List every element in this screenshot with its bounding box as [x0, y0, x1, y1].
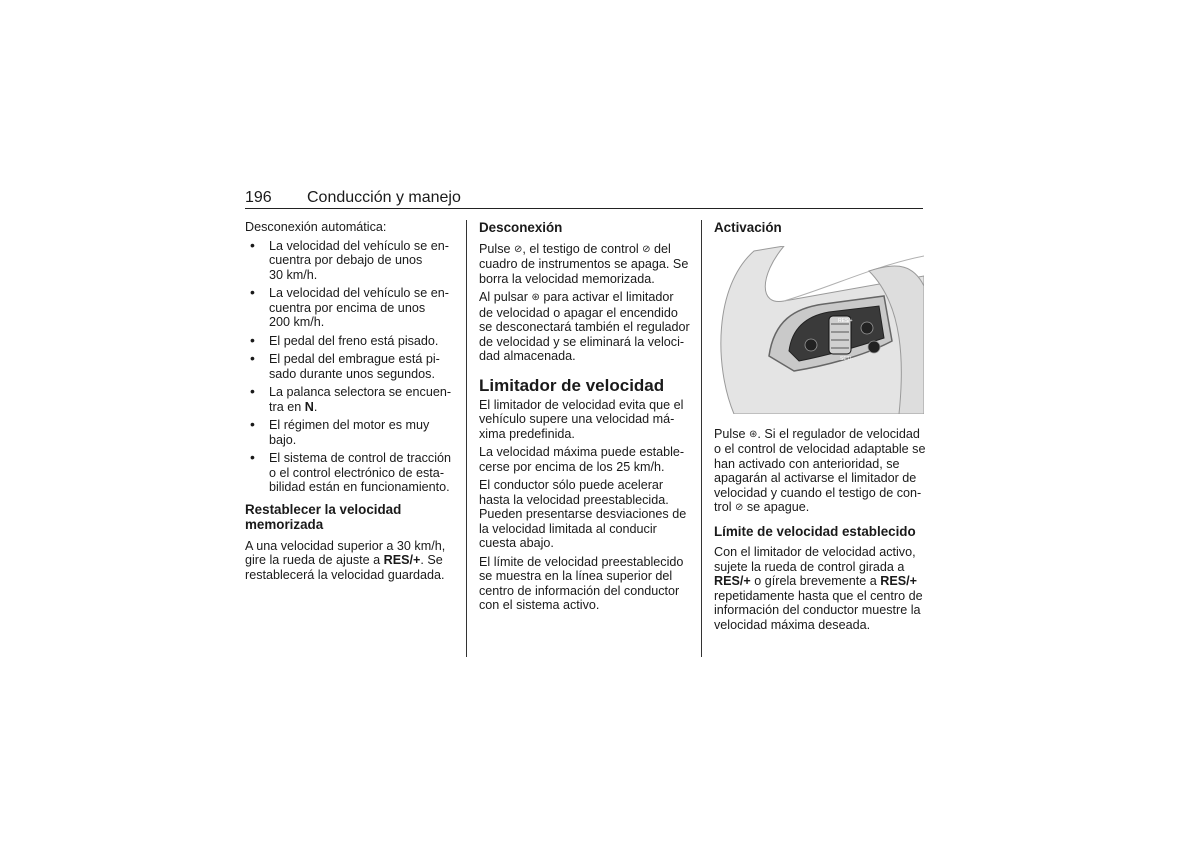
- column-divider-2: [701, 220, 702, 657]
- reset-speed-paragraph: A una velocidad superior a 30 km/h, gire la rueda de ajuste a RES/+. Se restablecerá la velocidad guardada.: [245, 538, 446, 582]
- bullet-icon: •: [250, 383, 255, 399]
- bullet-icon: •: [250, 350, 255, 366]
- page-header: [245, 188, 923, 209]
- set-speed-limit-paragraph: Con el limitador de velocidad activo, sujete la rueda de control girada a RES/+ o gírela brevemente a RES/+ repetidamente hasta que el centro de información del conductor muestre la velocidad máxima deseada.: [714, 545, 923, 632]
- limiter-paragraph-2: La velocidad máxima puede estable- cerse por encima de los 25 km/h.: [479, 445, 685, 474]
- bullet-icon: •: [250, 236, 255, 253]
- bullet-icon: •: [250, 284, 255, 300]
- deactivation-paragraph-1: Pulse ⊘, el testigo de control ⊘ del cuadro de instrumentos se apaga. Se borra la velocidad memorizada.: [479, 241, 689, 286]
- auto-off-list: [245, 236, 455, 495]
- column-2: [479, 220, 691, 617]
- list-item: • El sistema de control de tracción o el control electrónico de esta- bilidad están en funcionamiento.: [250, 449, 451, 494]
- bullet-icon: •: [250, 331, 255, 348]
- list-item: • La velocidad del vehículo se en- cuentra por debajo de unos 30 km/h.: [250, 236, 449, 282]
- speed-limiter-off-icon: ⊘: [642, 243, 651, 255]
- deactivation-paragraph-2: Al pulsar ⊛ para activar el limitador de velocidad o apagar el encendido se desconectará también el regulador de velocidad y se eliminará la veloci- dad almacenada.: [479, 290, 690, 363]
- activation-heading: Activación: [714, 220, 782, 235]
- list-item: • El régimen del motor es muy bajo.: [250, 416, 430, 447]
- column-3: [714, 220, 926, 636]
- reset-speed-heading: Restablecer la velocidad memorizada: [245, 501, 402, 532]
- limiter-paragraph-1: El limitador de velocidad evita que el vehículo supere una velocidad má- xima predefinida.: [479, 397, 684, 441]
- column-divider-1: [466, 220, 467, 657]
- steering-wheel-controls-image: [714, 246, 924, 414]
- list-item: • La palanca selectora se encuen- tra en N.: [250, 383, 452, 414]
- list-item: • El pedal del freno está pisado.: [250, 331, 439, 348]
- set-minus-label: SET/-: [840, 355, 853, 362]
- res-plus-label: RES/+: [838, 317, 853, 324]
- speed-limiter-off-icon: ⊘: [514, 243, 523, 255]
- intro-text: Desconexión automática:: [245, 220, 387, 234]
- speed-limiter-icon: ⊛: [531, 292, 540, 303]
- page-number: 196: [245, 189, 272, 206]
- speed-limiter-icon: ⊛: [749, 428, 758, 440]
- list-item: • La velocidad del vehículo se en- cuentra por encima de unos 200 km/h.: [250, 284, 449, 329]
- deactivation-heading: Desconexión: [479, 220, 563, 235]
- list-item: • El pedal del embrague está pi- sado durante unos segundos.: [250, 350, 440, 381]
- speed-limiter-section-title: Limitador de velocidad: [479, 375, 665, 395]
- speed-limiter-off-icon: ⊘: [735, 502, 744, 513]
- bullet-icon: •: [250, 416, 255, 432]
- set-speed-limit-heading: Límite de velocidad establecido: [714, 523, 916, 539]
- activation-paragraph: Pulse ⊛. Si el regulador de velocidad o el control de velocidad adaptable se han activado con anterioridad, se apagarán al activarse el limitador de velocidad y cuando el testigo de con- trol ⊘ se apague.: [714, 426, 926, 514]
- limiter-paragraph-3: El conductor sólo puede acelerar hasta la velocidad preestablecida. Pueden presentarse desviaciones de la velocidad limitada al conducir cuesta abajo.: [479, 478, 687, 550]
- limiter-paragraph-4: El límite de velocidad preestablecido se muestra en la línea superior del centro de información del conductor con el sistema activo.: [479, 554, 684, 612]
- column-1: [245, 220, 455, 586]
- chapter-title: Conducción y manejo: [307, 189, 461, 206]
- bullet-icon: •: [250, 449, 255, 465]
